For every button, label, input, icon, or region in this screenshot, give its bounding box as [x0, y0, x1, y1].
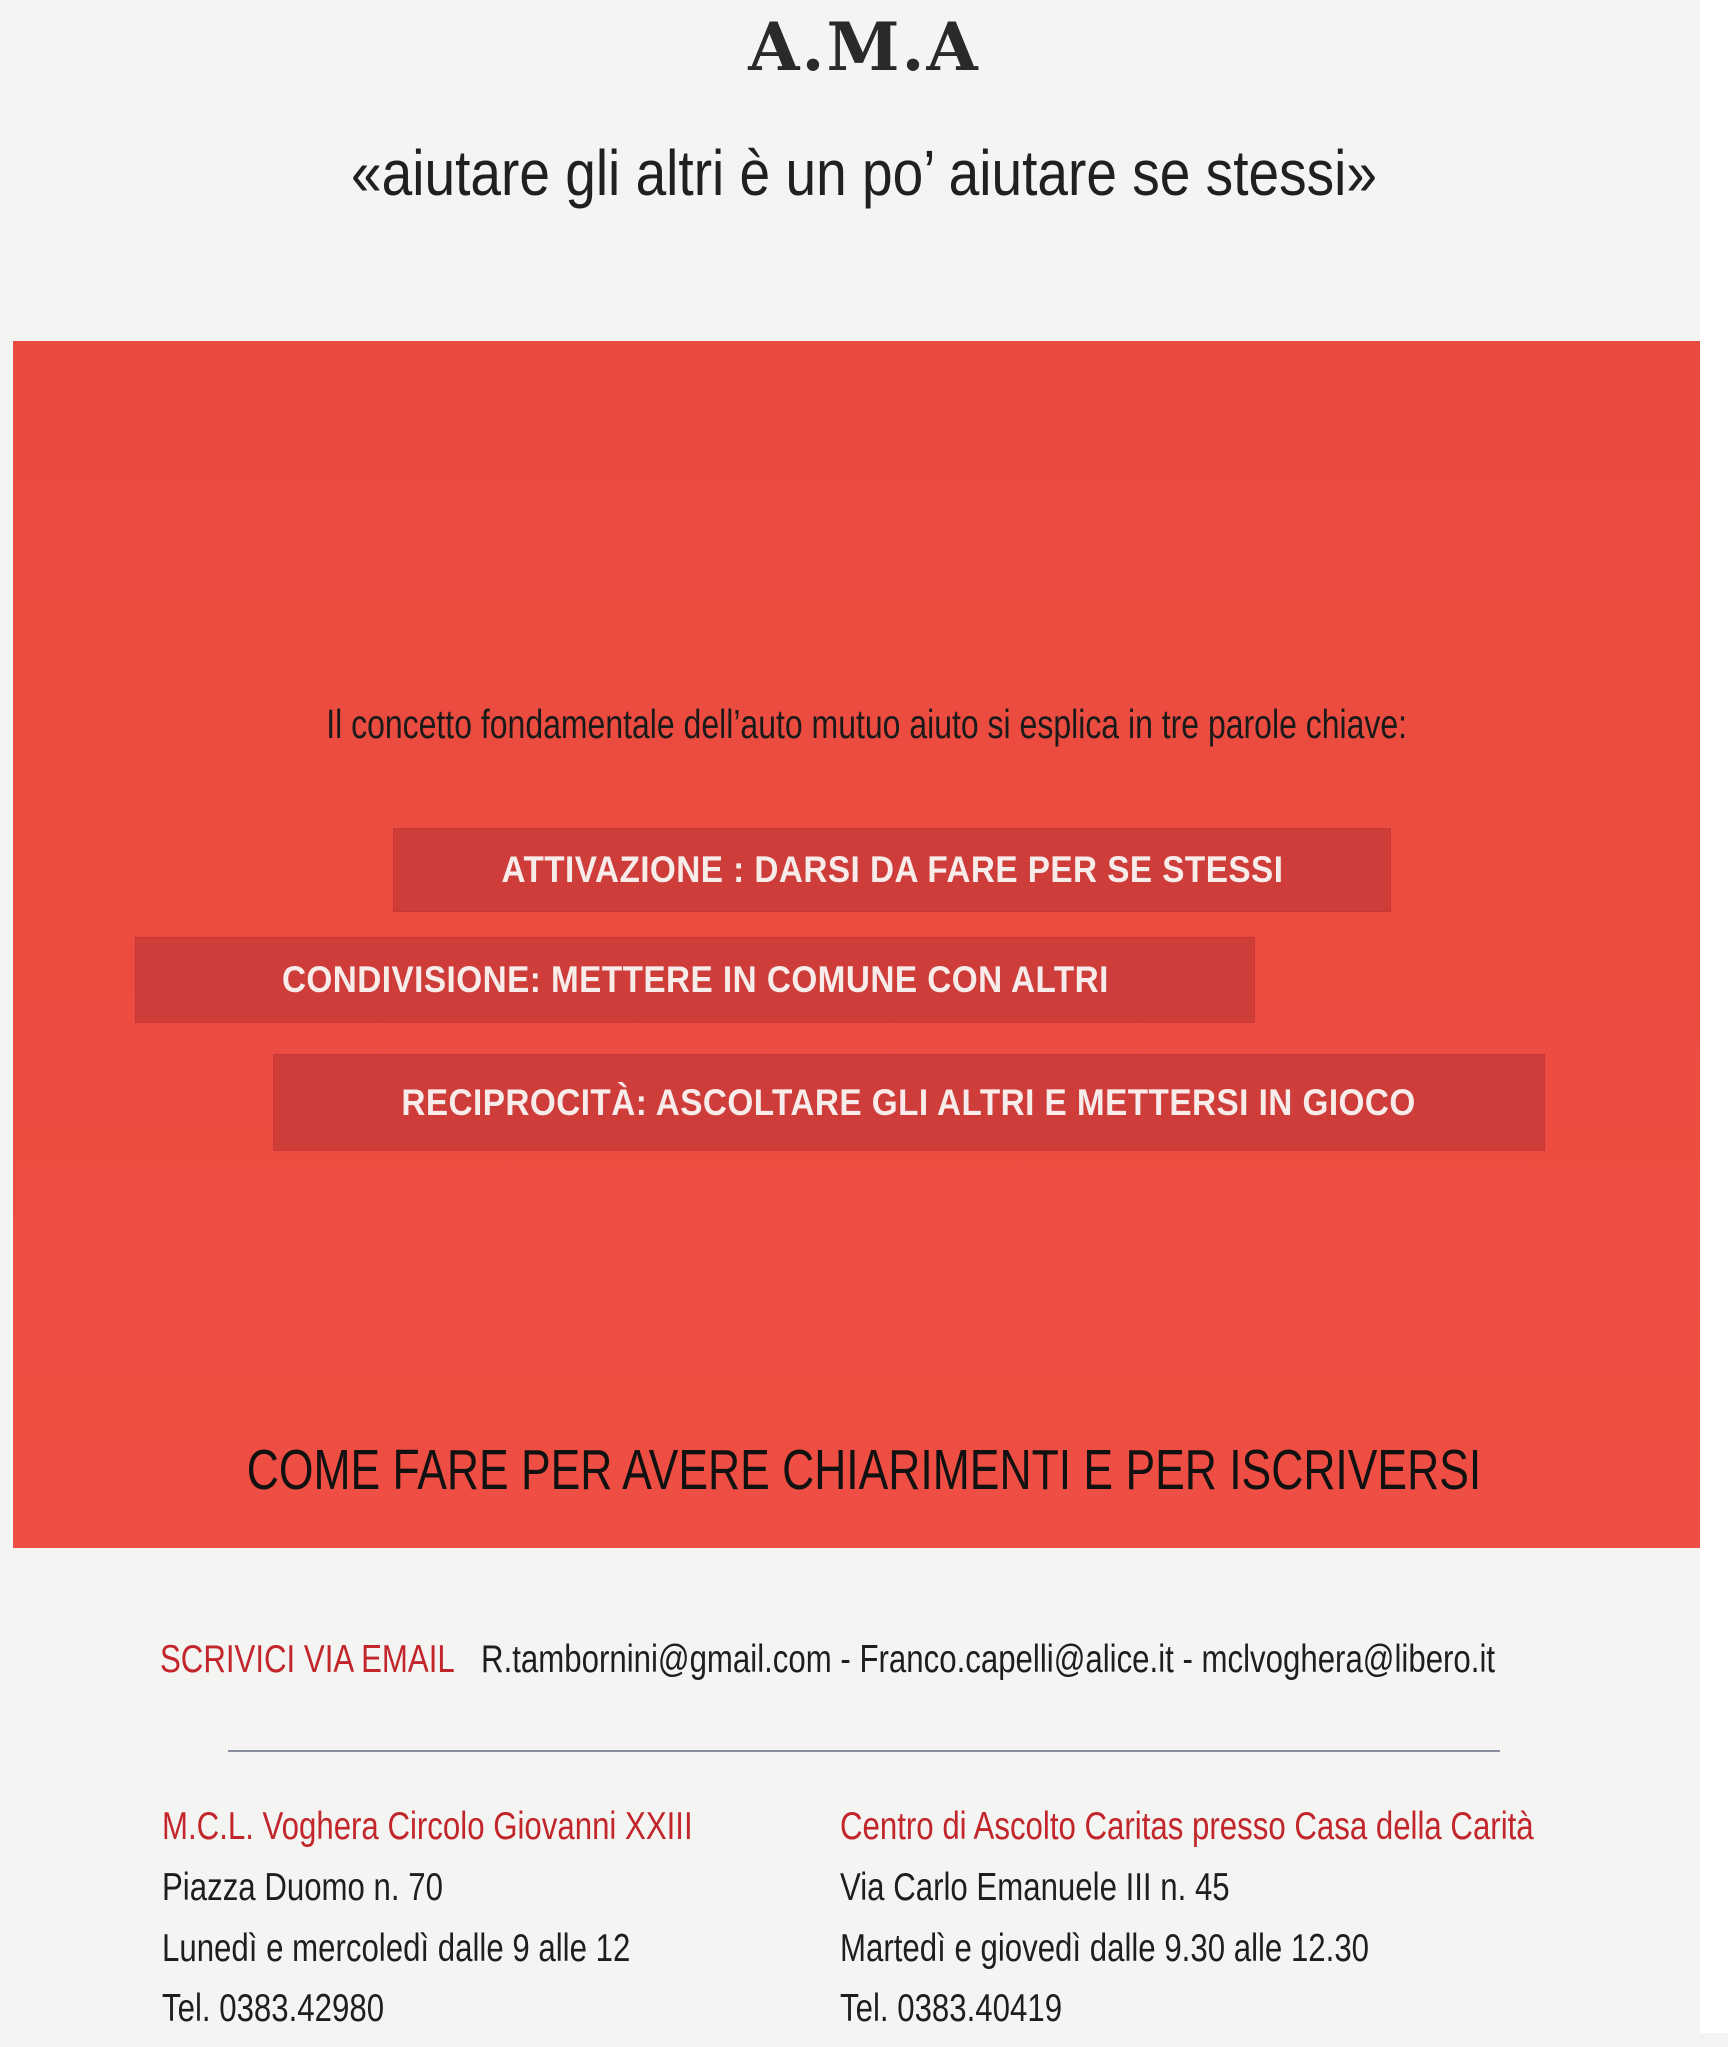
page-edge — [1700, 0, 1728, 2033]
contact-phone[interactable]: Tel. 0383.42980 — [162, 1987, 385, 2031]
email-label: SCRIVICI VIA EMAIL — [160, 1638, 455, 1681]
contact-phone[interactable]: Tel. 0383.40419 — [840, 1987, 1063, 2031]
organization-title: A.M.A — [748, 8, 980, 86]
contact-card-caritas — [840, 1804, 1534, 2047]
contact-hours: Lunedì e mercoledì dalle 9 alle 12 — [162, 1926, 631, 1970]
contact-card-mcl — [162, 1804, 693, 2047]
contact-address: Piazza Duomo n. 70 — [162, 1865, 443, 1909]
keyword-label: CONDIVISIONE: METTERE IN COMUNE CON ALTRI — [281, 959, 1109, 1000]
contact-address: Via Carlo Emanuele III n. 45 — [840, 1865, 1230, 1909]
divider — [228, 1750, 1500, 1752]
intro-text: Il concetto fondamentale dell’auto mutuo aiuto si esplica in tre parole chiave: — [326, 701, 1408, 747]
call-to-action-heading: COME FARE PER AVERE CHIARIMENTI E PER ISCRIVERSI — [246, 1438, 1482, 1502]
contact-title: M.C.L. Voghera Circolo Giovanni XXIII — [162, 1805, 693, 1848]
keyword-label: RECIPROCITÀ: ASCOLTARE GLI ALTRI E METTERSI IN GIOCO — [401, 1081, 1417, 1123]
motto: «aiutare gli altri è un po’ aiutare se stessi» — [351, 137, 1377, 209]
contact-hours: Martedì e giovedì dalle 9.30 alle 12.30 — [840, 1926, 1370, 1970]
keyword-band-condivisione — [135, 937, 1255, 1023]
contact-title: Centro di Ascolto Caritas presso Casa della Carità — [840, 1805, 1534, 1848]
email-row — [160, 1637, 1496, 1684]
keyword-band-reciprocita — [273, 1054, 1545, 1151]
keyword-band-attivazione — [393, 828, 1391, 912]
email-addresses[interactable]: R.tambornini@gmail.com - Franco.capelli@alice.it - mclvoghera@libero.it — [481, 1638, 1496, 1681]
keyword-label: ATTIVAZIONE : DARSI DA FARE PER SE STESSI — [501, 849, 1283, 890]
